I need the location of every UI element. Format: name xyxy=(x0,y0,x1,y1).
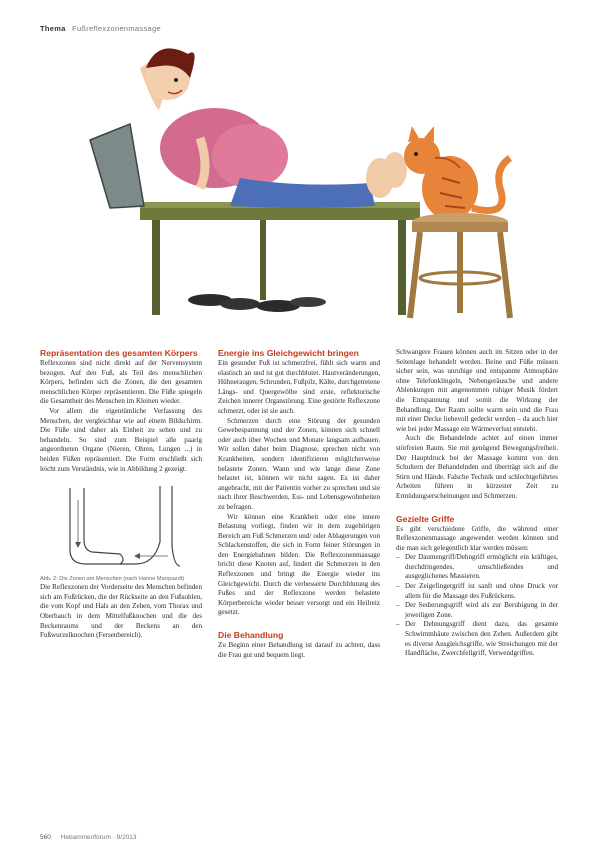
list-item: – Der Daumengriff/Dehngriff ermöglicht ein kräftiges, durchdringendes, umschließendes und ausgeglichenes Massieren. xyxy=(396,553,558,582)
paragraph: Die Reflexzonen der Vorderseite des Menschen befinden sich am Fußrücken, die der Rückseite an den Fußsohlen, die vom Kopf und Hals an den Zehen, vom Thorax und Oberbauch in dem Mittelfußknochen und die des Beckenraums und der Beckens an den Fußwurzelknochen (Fersenbereich). xyxy=(40,583,202,640)
massage-bench-illustration xyxy=(140,202,420,315)
column-3 xyxy=(396,348,558,659)
paragraph: Vor allem die eigentümliche Verfassung des Menschen, der vergleichbar wie auf einem Bildschirm. Die Füße sind daher als Einheit zu sehen und zu behandeln. So sind zum Beispiel alle paarig angeordneten Organe (Nieren, Ohren, Lungen ...) in beiden Füßen repräsentiert. Die Form erschließt sich leicht zum Verständnis, wie in Abbildung 2 gezeigt. xyxy=(40,406,202,473)
running-head-label: Thema xyxy=(40,24,66,33)
figure-foot-zones xyxy=(40,480,202,572)
paragraph: Zu Beginn einer Behandlung ist darauf zu achten, dass die Frau gut und bequem liegt. xyxy=(218,641,380,659)
paragraph: Schwangere Frauen können auch im Sitzen oder in der Seitenlage behandelt werden. Beine und Füße müssen sicher sein, was unruhige und entspannte Atmosphäre ohne Telefonklingeln, Nebengeräusche und andere Ablenkungen mit angenommen ruhiger Musik fördert die Entspannung und somit die Wirkung der Behandlung. Der Raum sollte warm sein und die Frau mit einer Decke liebevoll gedeckt werden – da auch hier wie bei jeder Massage ein Wärmeverlust entsteht. xyxy=(396,348,558,433)
list-item: – Der Sedierungsgriff wird als zur Beruhigung in der jeweiligen Zone. xyxy=(396,601,558,620)
cartoon-illustration xyxy=(40,38,570,338)
column-2 xyxy=(218,348,380,660)
paragraph: Wir können eine Krankheit oder eine innere Belastung vorliegt, finden wir in dem zugehörigen Bereich am Fuß Schmerzen und/ oder Ablagerungen von Schlackenstoffen, die sich in Form feiner Störungen in den Energiebahnen bilden. Die Reflexzonenmassage bricht diese Knoten auf, lindert die Schmerzen in den Reflexzonen und bringt die Energie wieder ins Gleichgewicht. Durch die verbesserte Durchblutung des Fußes und der Reflexzone werden belastete Körperbereiche wieder besser versorgt und ein Heilreiz gesetzt. xyxy=(218,512,380,617)
paragraph: Ein gesunder Fuß ist schmerzfrei, fühlt sich warm und elastisch an und ist gut durchblutet. Hautveränderungen, Hühneraugen, Schrunden, Fußpilz, Kälte, durchgetretene Längs- und Quergewölbe sind erste, reflektorische Zeichen innerer Organstörung. Eine gestörte Reflexzone schmerzt, oder ist sie auch. xyxy=(218,359,380,415)
heading-targeted-grips: Gezielte Griffe xyxy=(396,513,455,524)
pillow-illustration xyxy=(90,124,144,208)
page-number: 560 xyxy=(40,834,51,841)
paragraph: Schmerzen durch eine Störung der gesunden Gewebespannung und der Zonen, können sich schnell oder auch über Wochen und Monate langsam aufbauen. Wir sollen daher beim Diagnose, sprechen nicht von Krankheiten, sondern identifizieren möglicherweise belastete Zonen. Wann und wie lange diese Zone belastet ist, können wir nicht sagen. Es ist daher angebracht, mit der Patientin vorher zu sprechen und sie nach ihrer Beschwerden, Ess- und Lebensgewohnheiten zu befragen. xyxy=(218,416,380,511)
heading-treatment: Die Behandlung xyxy=(218,630,284,641)
pregnant-woman-illustration xyxy=(140,48,407,208)
grip-list xyxy=(396,553,558,659)
running-head xyxy=(40,24,161,33)
heading-energy-balance: Energie ins Gleichgewicht bringen xyxy=(218,348,359,358)
stool-illustration xyxy=(410,213,510,318)
foot-diagram xyxy=(40,480,202,572)
paragraph: Auch die Behandelnde achtet auf einen immer störfreien Raum. Sie mit genügend Bewegungsfreiheit. Der Hauptdruck bei der Massage kommt von den Schultern der Behandelnden und überträgt sich auf die Stirn und Hände. Falsche Technik und schlechtgeführtes Arbeiten führen in kürzester Zeit zu Ermüdungserscheinungen und Schmerzen. xyxy=(396,434,558,500)
paragraph: Reflexzonen sind nicht direkt auf der Nervensystem bezogen. Auf den Fuß, als Teil des menschlichen Körpers, befinden sich die Zonen, die den gesamten menschlichen Körper repräsentieren. Die Füße spiegeln die Gesamtheit des Menschen im Kleinen wieder. xyxy=(40,359,202,406)
column-1 xyxy=(40,348,202,641)
list-item: – Der Zeigefingergriff ist sanft und ohne Druck vor allem für die Massage des Fußrückens. xyxy=(396,582,558,601)
journal-source: Hebammenforum · 9/2013 xyxy=(60,834,137,841)
figure-caption: Abb. 2: Die Zonen am Menschen (nach Hanne Marquardt) xyxy=(40,576,185,583)
running-head-subject: Fußreflexzonenmassage xyxy=(72,24,161,33)
list-item: – Der Dehnungsgriff dient dazu, das gesamte Schwimmhäute zwischen den Zehen. Außerdem gibt es diverse Ausgleichsgriffe, wie Streichungen mit der Handfläche, Zwerchfellgriff, Verwendgriffen. xyxy=(396,620,558,658)
shoes-illustration xyxy=(188,294,326,312)
paragraph: Es gibt verschiedene Griffe, die während einer Reflexzonenmassage angewendet werden können und die man sich gelegentlich klar werden müssen: xyxy=(396,524,558,552)
heading-representation: Repräsentation des gesamten Körpers xyxy=(40,348,198,358)
page-footer xyxy=(40,834,137,841)
